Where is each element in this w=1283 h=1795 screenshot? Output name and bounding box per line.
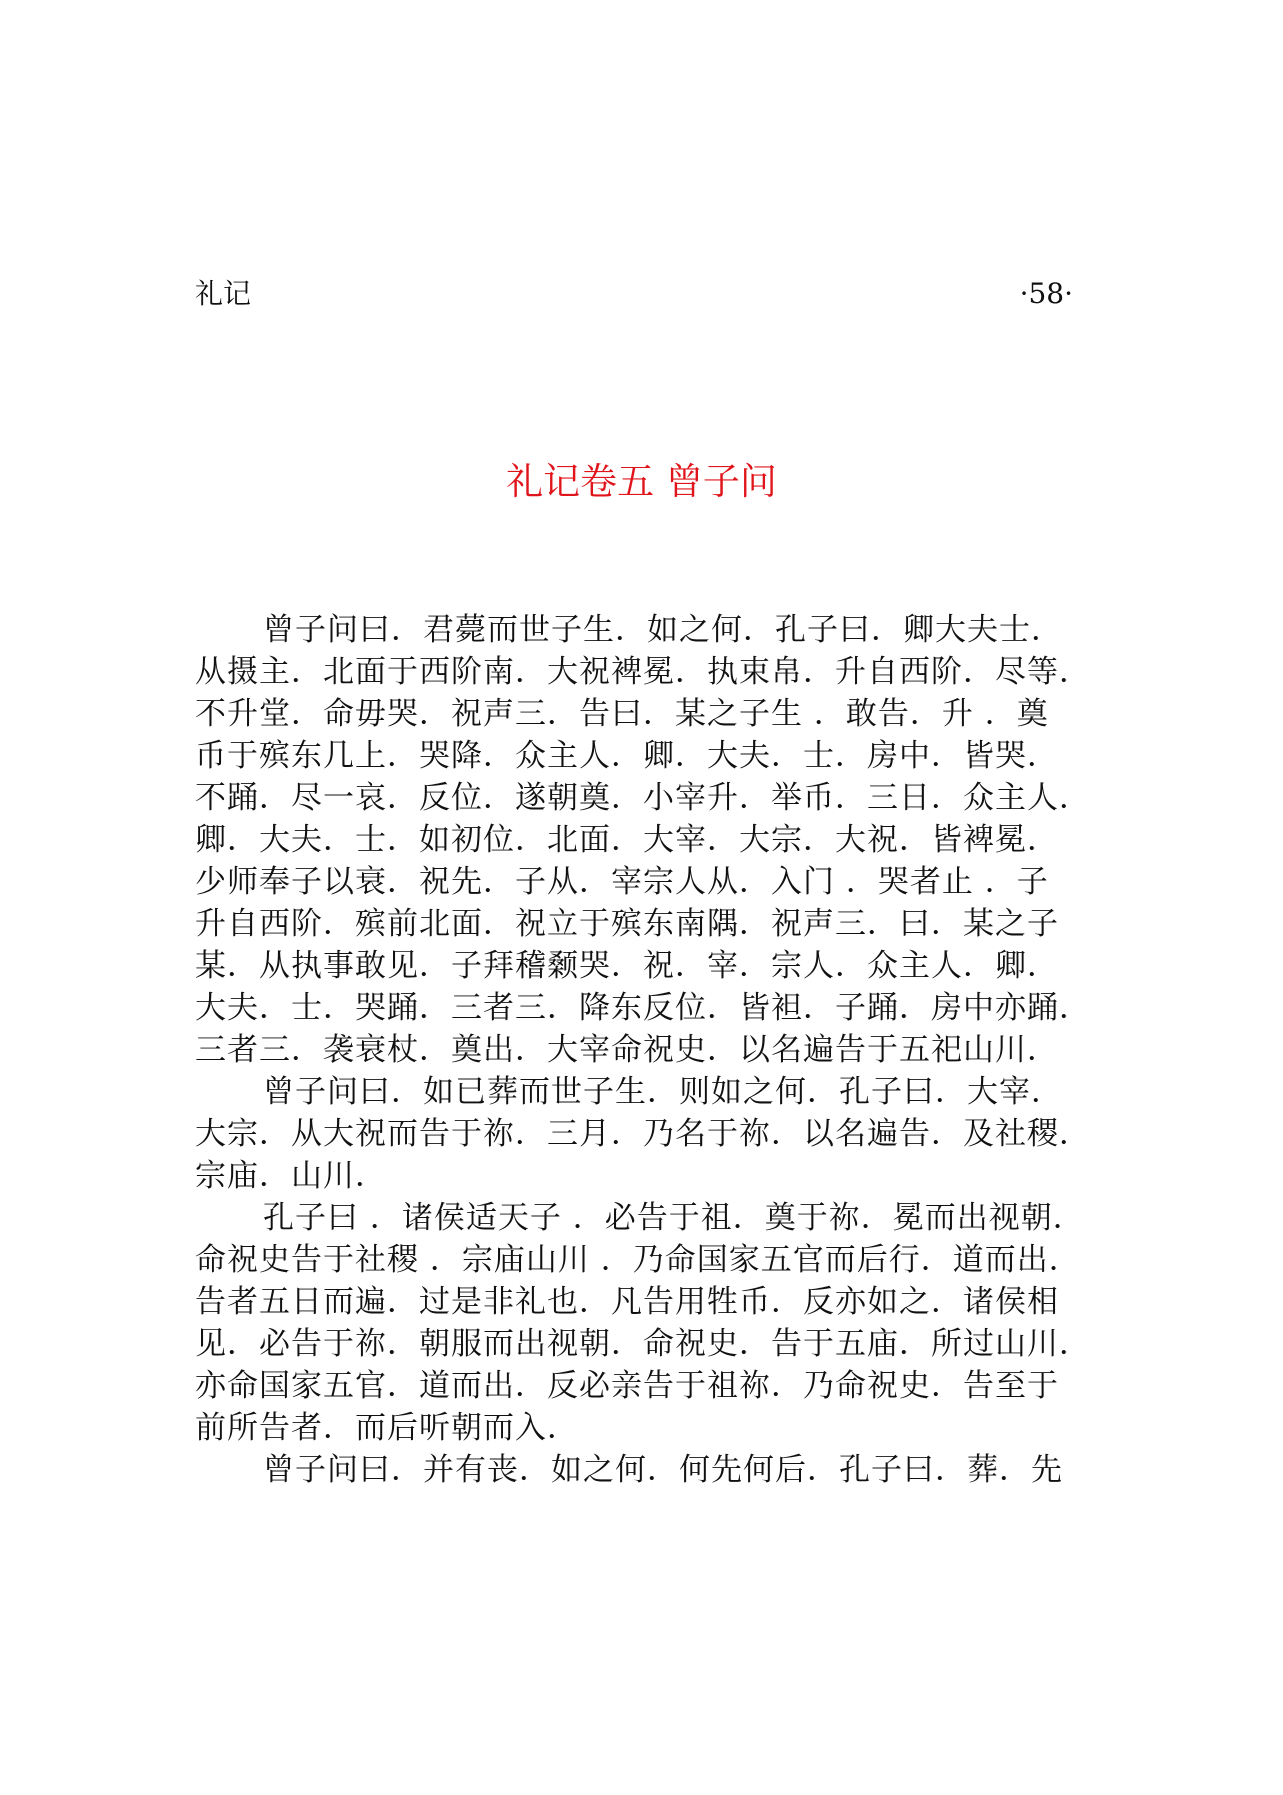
text-line: 升自西阶．殡前北面．祝立于殡东南隅．祝声三．曰．某之子 xyxy=(195,906,1059,942)
text-line: 某．从执事敢见．子拜稽颡哭．祝．宰．宗人．众主人．卿． xyxy=(195,948,1059,984)
text-line: 前所告者．而后听朝而入． xyxy=(195,1410,579,1446)
text-line: 从摄主．北面于西阶南．大祝裨冕．执束帛．升自西阶．尽等． xyxy=(195,654,1091,690)
text-line: 曾子问曰．如已葬而世子生．则如之何．孔子曰．大宰． xyxy=(263,1074,1063,1110)
text-line: 币于殡东几上．哭降．众主人．卿．大夫．士．房中．皆哭． xyxy=(195,738,1059,774)
text-line: 曾子问曰．并有丧．如之何．何先何后．孔子曰．葬．先 xyxy=(263,1452,1063,1488)
running-header xyxy=(195,274,1073,314)
text-line: 见．必告于祢．朝服而出视朝．命祝史．告于五庙．所过山川． xyxy=(195,1326,1091,1362)
text-line: 亦命国家五官．道而出．反必亲告于祖祢．乃命祝史．告至于 xyxy=(195,1368,1059,1404)
text-line: 曾子问曰．君薨而世子生．如之何．孔子曰．卿大夫士． xyxy=(263,612,1063,648)
text-line: 大宗．从大祝而告于祢．三月．乃名于祢．以名遍告．及社稷． xyxy=(195,1116,1091,1152)
text-line: 大夫．士．哭踊．三者三．降东反位．皆袒．子踊．房中亦踊． xyxy=(195,990,1091,1026)
text-line: 告者五日而遍．过是非礼也．凡告用牲币．反亦如之．诸侯相 xyxy=(195,1284,1059,1320)
text-line: 命祝史告于社稷 ．宗庙山川 ．乃命国家五官而后行．道而出． xyxy=(195,1242,1081,1278)
book-name: 礼记 xyxy=(195,277,252,310)
chapter-title: 礼记卷五 曾子问 xyxy=(506,460,777,503)
body-text xyxy=(195,610,1105,1610)
text-line: 孔子曰 ．诸侯适天子 ．必告于祖．奠于祢．冕而出视朝． xyxy=(263,1200,1085,1236)
text-line: 不踊．尽一哀．反位．遂朝奠．小宰升．举币．三日．众主人． xyxy=(195,780,1091,816)
text-line: 不升堂．命毋哭．祝声三．告曰．某之子生 ．敢告．升 ．奠 xyxy=(195,696,1049,732)
text-line: 三者三．袭衰杖．奠出．大宰命祝史．以名遍告于五祀山川． xyxy=(195,1032,1059,1068)
text-line: 少师奉子以衰．祝先．子从．宰宗人从．入门 ．哭者止 ．子 xyxy=(195,864,1049,900)
text-line: 宗庙．山川． xyxy=(195,1158,387,1194)
text-line: 卿．大夫．士．如初位．北面．大宰．大宗．大祝．皆裨冕． xyxy=(195,822,1059,858)
page-number: ·58· xyxy=(1019,277,1073,310)
